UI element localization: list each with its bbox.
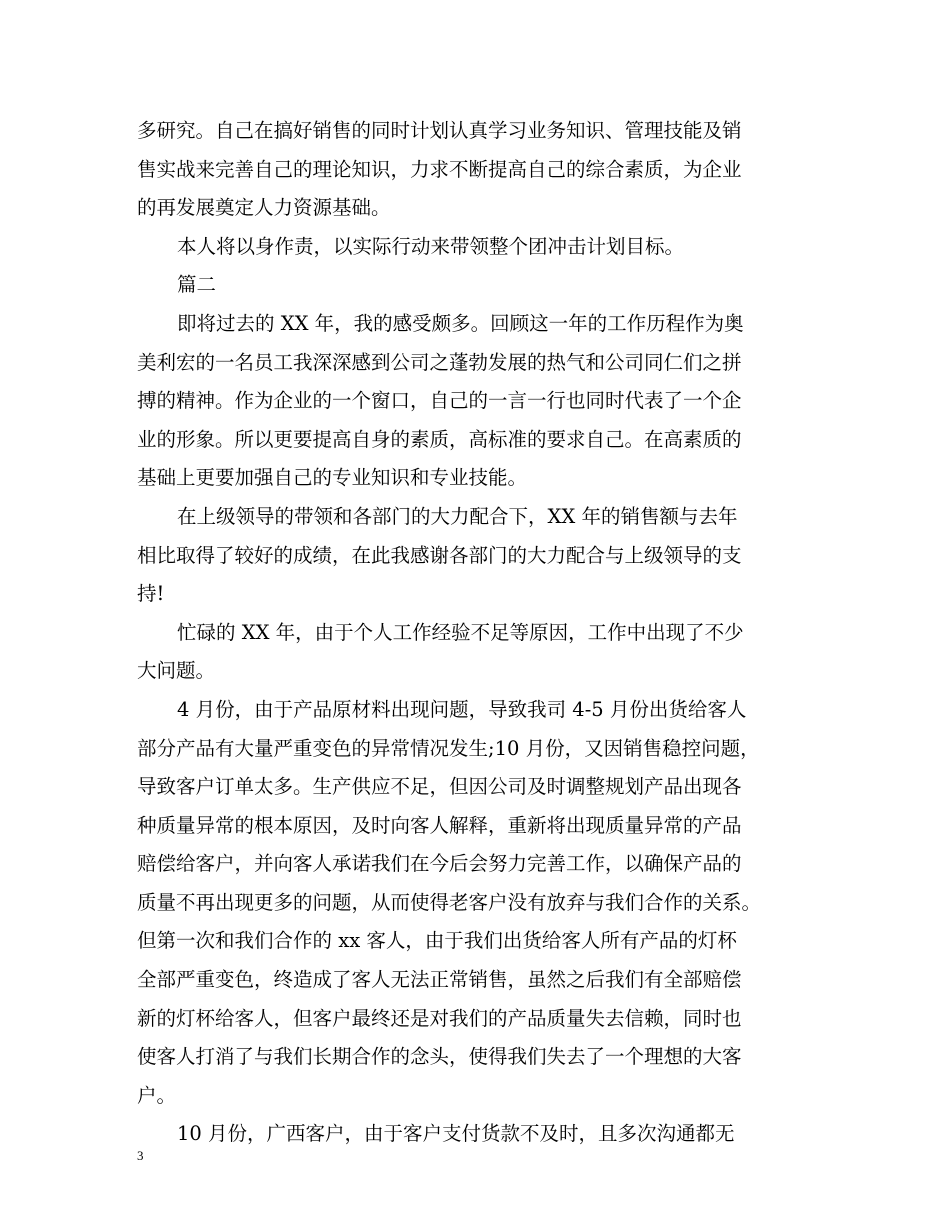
text-line: 忙碌的 XX 年，由于个人工作经验不足等原因，工作中出现了不少 (177, 620, 744, 644)
text-line: 在上级领导的带领和各部门的大力配合下，XX 年的销售额与去年 (177, 504, 738, 528)
text-line: 10 月份，广西客户，由于客户支付货款不及时，且多次沟通都无 (177, 1122, 735, 1146)
text-line: 多研究。自己在搞好销售的同时计划认真学习业务知识、管理技能及销 (137, 119, 742, 142)
text-line: 部分产品有大量严重变色的异常情况发生;10 月份，又因销售稳控问题， (137, 736, 760, 760)
document-body (137, 112, 822, 1154)
text-line: 持! (137, 582, 165, 606)
text-line: 导致客户订单太多。生产供应不足，但因公司及时调整规划产品出现各 (137, 775, 742, 799)
text-line: 相比取得了较好的成绩，在此我感谢各部门的大力配合与上级领导的支 (137, 543, 742, 567)
text-line: 全部严重变色，终造成了客人无法正常销售，虽然之后我们有全部赔偿 (137, 968, 742, 992)
text-line: 但第一次和我们合作的 xx 客人，由于我们出货给客人所有产品的灯杯 (137, 929, 737, 953)
text-line: 业的形象。所以更要提高自身的素质，高标准的要求自己。在高素质的 (137, 427, 742, 451)
text-line: 种质量异常的根本原因，及时向客人解释，重新将出现质量异常的产品 (137, 813, 742, 837)
page-number: 3 (137, 1148, 144, 1163)
text-line: 新的灯杯给客人，但客户最终还是对我们的产品质量失去信赖，同时也 (137, 1006, 742, 1030)
text-line: 户。 (137, 1083, 177, 1107)
text-line: 美利宏的一名员工我深深感到公司之蓬勃发展的热气和公司同仁们之拼 (137, 350, 742, 374)
text-line: 质量不再出现更多的问题，从而使得老客户没有放弃与我们合作的关系。 (137, 890, 762, 914)
text-line: 使客人打消了与我们长期合作的念头，使得我们失去了一个理想的大客 (137, 1045, 742, 1069)
text-line: 基础上更要加强自己的专业知识和专业技能。 (137, 466, 528, 490)
text-line: 4 月份，由于产品原材料出现问题，导致我司 4-5 月份出货给客人 (177, 697, 747, 721)
text-line: 大问题。 (137, 659, 216, 683)
text-line: 本人将以身作责，以实际行动来带领整个团冲击计划目标。 (177, 234, 685, 258)
text-line: 赔偿给客户，并向客人承诺我们在今后会努力完善工作，以确保产品的 (137, 852, 742, 876)
text-line: 的再发展奠定人力资源基础。 (137, 196, 391, 220)
text-line: 搏的精神。作为企业的一个窗口，自己的一言一行也同时代表了一个企 (137, 389, 742, 413)
text-line: 即将过去的 XX 年，我的感受颇多。回顾这一年的工作历程作为奥 (177, 311, 744, 335)
text-line: 售实战来完善自己的理论知识，力求不断提高自己的综合素质，为企业 (137, 157, 742, 181)
text-line: 篇二 (177, 273, 217, 297)
